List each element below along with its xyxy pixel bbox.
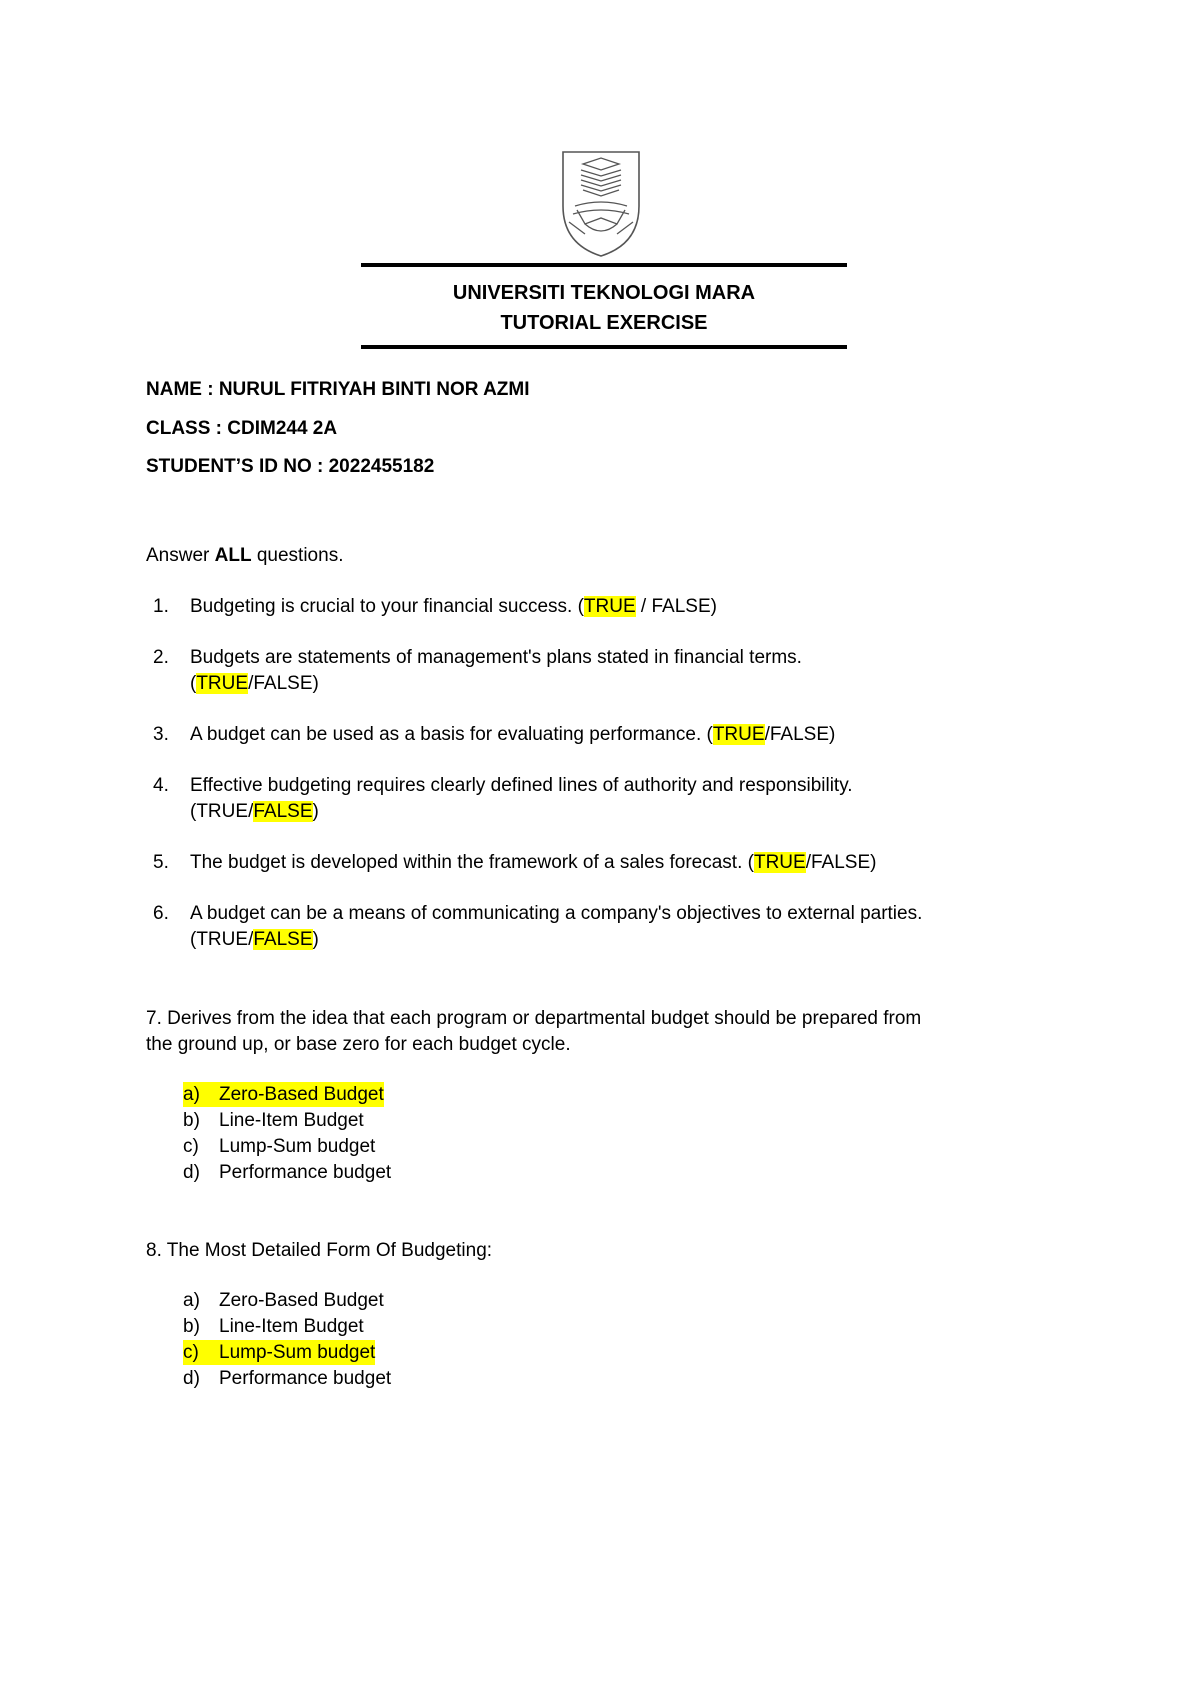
document-page: UNIVERSITI TEKNOLOGI MARA TUTORIAL EXERCISE NAME : NURUL FITRIYAH BINTI NOR AZMI CLASS : CDIM244 2A STUDENT’S ID NO : 2022455182 Answer ALL questions. 1. Budgeting is crucial to your financial success. (TRUE / FALSE) 2. Budgets are statements of management's plans stated in financial terms. (TRUE/FALSE) 3. A budget can be used as a basis for evaluating performance. (TRUE/FALSE) 4. Effective budgeting requires clearly defined lines of authority and responsibility. (TRUE/FALSE) 5. The budget is developed within the framework of a sales forecast. (TRUE/FALSE) 6. A budget can be a means of communicating a company's objectives to external parties. (TRUE/FALSE) 7. Derives from the idea that each program or departmental budget should be prepared from the ground up, or base zero for each budget cycle. a) Zero-Based Budget b) Line-Item Budget c) Lump-Sum budget d) Performance budget 8. The Most Detailed Form Of Budgeting: a) Zero-Based Budget b) Line-Item Budget c) Lump-Sum budget d) Performance budget xyxy=(0,0,1200,1696)
header-bottom-rule xyxy=(361,345,847,349)
question-8-option-c: c) Lump-Sum budget xyxy=(183,1342,376,1363)
answer-false: FALSE xyxy=(253,929,313,950)
answer-true: TRUE xyxy=(196,673,249,694)
question-8-option-d: d) Performance budget xyxy=(183,1368,392,1389)
instruction: Answer ALL questions. xyxy=(146,545,344,566)
answer-false: FALSE xyxy=(253,801,313,822)
student-class: CLASS : CDIM244 2A xyxy=(146,418,338,439)
student-name: NAME : NURUL FITRIYAH BINTI NOR AZMI xyxy=(146,379,530,400)
answer-true: TRUE xyxy=(712,724,765,745)
question-7-line-2: the ground up, or base zero for each budget cycle. xyxy=(146,1034,571,1055)
university-crest-icon xyxy=(555,148,647,260)
student-id: STUDENT’S ID NO : 2022455182 xyxy=(146,456,435,477)
question-7-line-1: 7. Derives from the idea that each program or departmental budget should be prepared from xyxy=(146,1008,922,1029)
question-7-option-b: b) Line-Item Budget xyxy=(183,1110,364,1131)
header-top-rule xyxy=(361,263,847,267)
answer-true: TRUE xyxy=(583,596,636,617)
answer-true: TRUE xyxy=(753,852,806,873)
question-7-option-c: c) Lump-Sum budget xyxy=(183,1136,376,1157)
question-7-option-d: d) Performance budget xyxy=(183,1162,392,1183)
document-title: TUTORIAL EXERCISE xyxy=(500,312,708,334)
university-name: UNIVERSITI TEKNOLOGI MARA xyxy=(452,282,756,304)
question-7-option-a: a) Zero-Based Budget xyxy=(183,1084,384,1105)
question-8-option-b: b) Line-Item Budget xyxy=(183,1316,364,1337)
question-8-line-1: 8. The Most Detailed Form Of Budgeting: xyxy=(146,1240,493,1261)
question-8-option-a: a) Zero-Based Budget xyxy=(183,1290,384,1311)
